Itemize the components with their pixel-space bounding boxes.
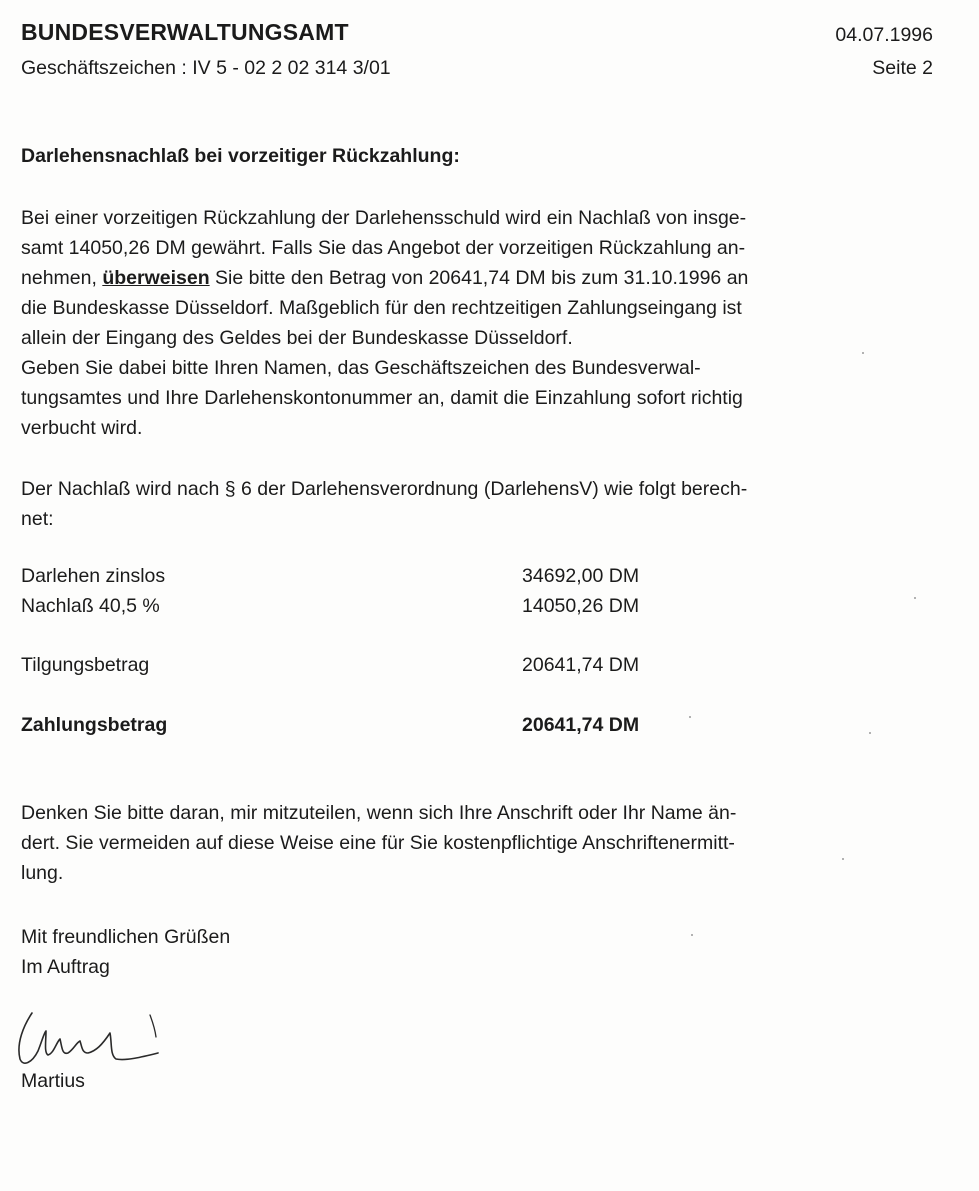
page-number: Seite 2 (872, 57, 933, 79)
text-line: die Bundeskasse Düsseldorf. Maßgeblich für den rechtzeitigen Zahlungseingang ist (21, 297, 742, 319)
text-line (21, 263, 921, 293)
handwritten-signature (10, 1003, 170, 1073)
reference-number: Geschäftszeichen : IV 5 - 02 2 02 314 3/01 (21, 57, 391, 79)
text-segment: Sie bitte den Betrag von 20641,74 DM bis zum 31.10.1996 an (209, 267, 749, 289)
text-line: tungsamtes und Ihre Darlehenskontonummer an, damit die Einzahlung sofort richtig (21, 387, 743, 409)
calc-value-payment: 20641,74 DM (522, 714, 640, 736)
text-line: Geben Sie dabei bitte Ihren Namen, das Geschäftszeichen des Bundesverwal- (21, 357, 701, 379)
paragraph-calculation-intro (21, 474, 921, 534)
organization-name: BUNDESVERWALTUNGSAMT (21, 19, 349, 45)
signer-name: Martius (21, 1070, 85, 1092)
paper-speck (691, 934, 693, 936)
calc-label-discount: Nachlaß 40,5 % (21, 595, 160, 617)
text-line: Bei einer vorzeitigen Rückzahlung der Darlehensschuld wird ein Nachlaß von insge- (21, 207, 747, 229)
paper-speck (842, 858, 844, 860)
text-line: allein der Eingang des Geldes bei der Bundeskasse Düsseldorf. (21, 327, 573, 349)
calc-value-discount: 14050,26 DM (522, 595, 640, 617)
emphasized-word: überweisen (102, 267, 210, 289)
text-line: lung. (21, 862, 64, 884)
section-heading: Darlehensnachlaß bei vorzeitiger Rückzahlung: (21, 145, 460, 167)
calc-label-repayment: Tilgungsbetrag (21, 654, 150, 676)
paper-speck (914, 597, 916, 599)
closing-block (21, 922, 230, 982)
closing-on-behalf: Im Auftrag (21, 956, 110, 978)
text-line: Denken Sie bitte daran, mir mitzuteilen, wenn sich Ihre Anschrift oder Ihr Name än- (21, 802, 737, 824)
closing-greeting: Mit freundlichen Grüßen (21, 926, 231, 948)
calc-label-loan: Darlehen zinslos (21, 565, 166, 587)
text-line: verbucht wird. (21, 417, 143, 439)
paper-speck (689, 716, 691, 718)
text-line: net: (21, 508, 54, 530)
text-line: samt 14050,26 DM gewährt. Falls Sie das Angebot der vorzeitigen Rückzahlung an- (21, 237, 746, 259)
text-segment: nehmen, (21, 267, 103, 289)
calc-label-payment: Zahlungsbetrag (21, 714, 168, 736)
paragraph-early-repayment (21, 203, 921, 443)
paragraph-address-change (21, 798, 921, 888)
calc-value-repayment: 20641,74 DM (522, 654, 640, 676)
text-line: Der Nachlaß wird nach § 6 der Darlehensverordnung (DarlehensV) wie folgt berech- (21, 478, 748, 500)
letter-date: 04.07.1996 (835, 24, 933, 46)
calc-value-loan: 34692,00 DM (522, 565, 640, 587)
paper-speck (869, 732, 871, 734)
text-line: dert. Sie vermeiden auf diese Weise eine für Sie kostenpflichtige Anschriftenermitt- (21, 832, 735, 854)
paper-speck (862, 352, 864, 354)
